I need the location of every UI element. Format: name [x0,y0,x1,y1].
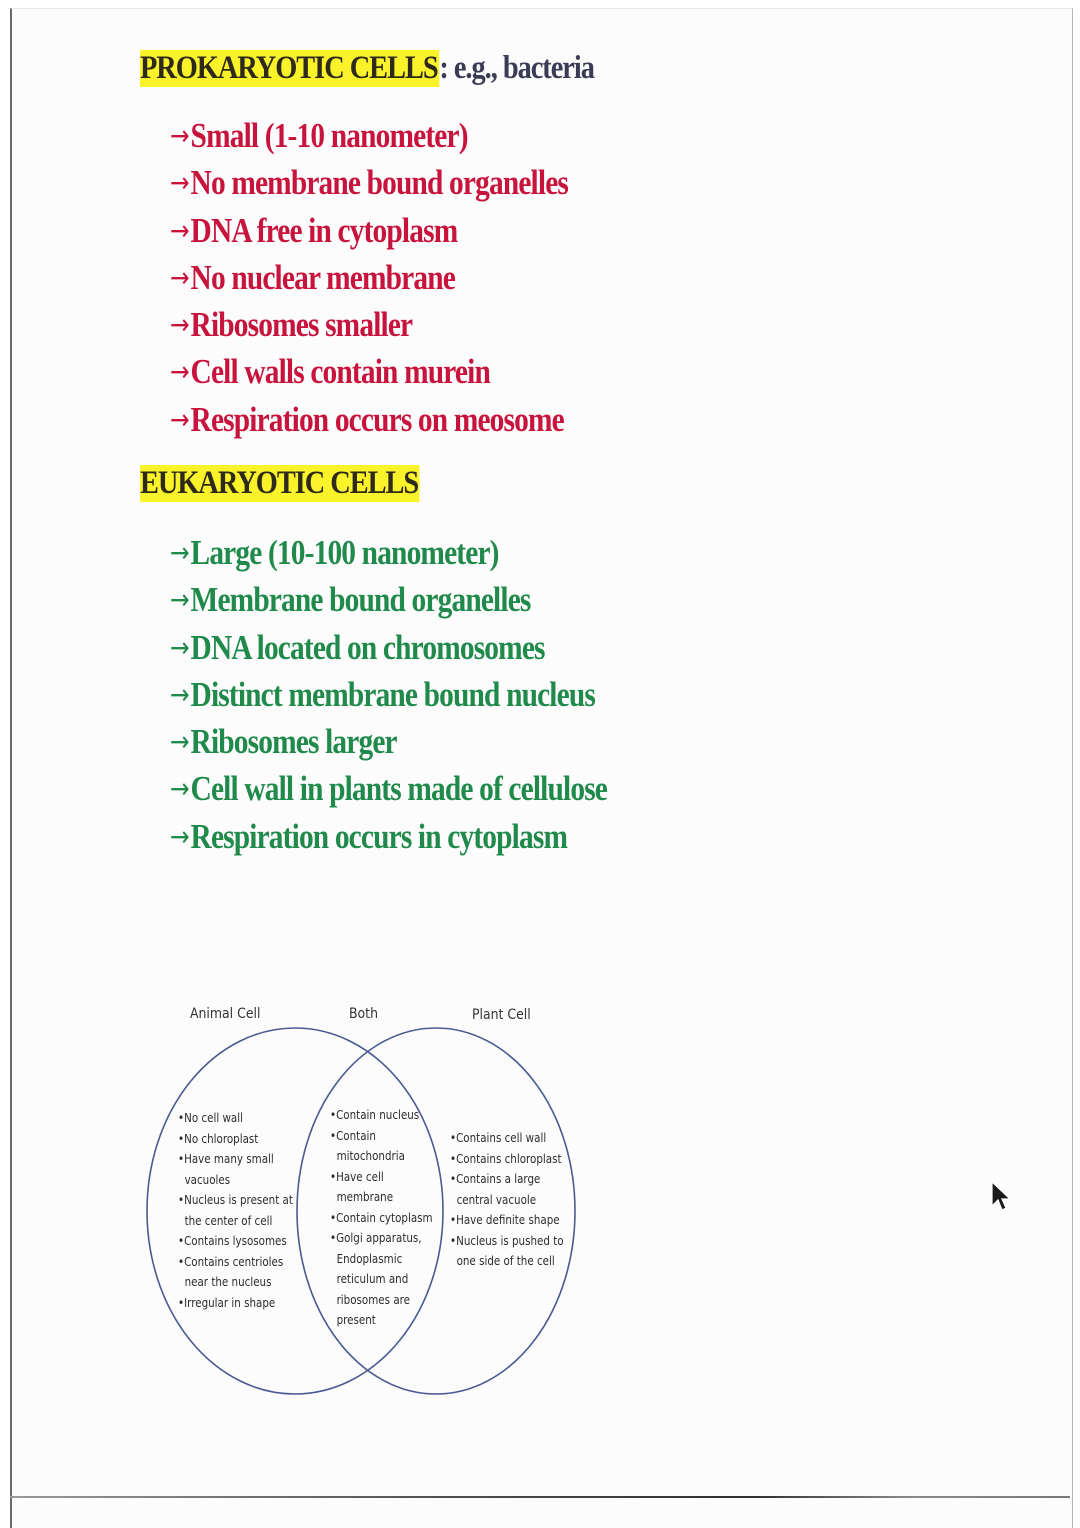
venn-line: •Contains chloroplast [450,1150,562,1166]
point-text: Ribosomes smaller [190,305,413,345]
eukaryotic-point [170,813,607,860]
prokaryotic-point [170,207,568,254]
venn-line: •Contains centrioles [178,1253,284,1269]
arrow-right-icon: → [170,308,189,342]
eukaryotic-heading [140,465,420,502]
point-text: Respiration occurs on meosome [190,399,564,439]
arrow-right-icon: → [170,772,189,806]
venn-line: near the nucleus [178,1274,272,1289]
eukaryotic-point [170,718,607,765]
venn-line: central vacuole [450,1191,537,1207]
venn-line: •Irregular in shape [178,1294,276,1310]
point-text: Cell walls contain murein [190,352,490,392]
venn-label-both: Both [349,1006,378,1022]
point-text: Ribosomes larger [190,722,397,762]
arrow-right-icon: → [170,260,189,294]
point-text: Distinct membrane bound nucleus [190,674,595,714]
prokaryotic-point [170,159,568,206]
venn-line: •Contain nucleus [330,1107,420,1122]
eukaryotic-point [170,576,607,623]
prokaryotic-heading-highlight: PROKARYOTIC CELLS [140,50,438,86]
point-text: Respiration occurs in cytoplasm [190,816,568,856]
point-text: Large (10-100 nanometer) [190,533,499,572]
venn-line: ribosomes are [330,1291,411,1307]
arrow-right-icon: → [170,630,189,664]
venn-line: present [330,1312,376,1327]
venn-line: •Contain [330,1127,376,1143]
arrow-right-icon: → [170,355,189,389]
venn-line: one side of the cell [450,1253,555,1268]
point-text: DNA free in cytoplasm [190,210,458,250]
venn-line: mitochondria [330,1148,405,1163]
arrow-right-icon: → [170,583,189,617]
venn-line: •No chloroplast [178,1130,259,1146]
venn-line: reticulum and [330,1271,409,1286]
point-text: No membrane bound organelles [190,163,569,203]
eukaryotic-point [170,765,607,812]
prokaryotic-heading [140,50,594,87]
venn-line: •Contain cytoplasm [330,1209,433,1225]
mouse-pointer-icon [990,1181,1012,1215]
venn-line: •Have definite shape [450,1212,560,1227]
venn-line: •Golgi apparatus, [330,1230,422,1245]
eukaryotic-point [170,671,607,718]
venn-line: membrane [330,1189,394,1204]
prokaryotic-point [170,254,568,301]
arrow-right-icon: → [170,677,189,711]
venn-line: •Contains lysosomes [178,1233,287,1248]
prokaryotic-point [170,301,568,348]
arrow-right-icon: → [170,819,189,853]
venn-line: •Have cell [330,1168,384,1184]
point-text: No nuclear membrane [190,257,455,297]
prokaryotic-points [170,112,644,443]
point-text: Membrane bound organelles [190,580,531,620]
prokaryotic-heading-example: : e.g., bacteria [439,50,594,86]
venn-line: •Nucleus is pushed to [450,1232,564,1248]
venn-line: •Have many small [178,1151,274,1166]
point-text: DNA located on chromosomes [190,627,545,667]
venn-line: •Contains a large [450,1171,541,1186]
point-text: Small (1-10 nanometer) [190,116,468,155]
venn-label-plant: Plant Cell [472,1007,531,1023]
eukaryotic-point [170,529,607,576]
venn-line: •Nucleus is present at [178,1192,293,1207]
arrow-right-icon: → [170,725,189,759]
prokaryotic-point [170,112,568,159]
page-bottom-rule [10,1496,1070,1498]
arrow-right-icon: → [170,536,189,569]
eukaryotic-heading-highlight: EUKARYOTIC CELLS [140,465,419,501]
point-text: Cell wall in plants made of cellulose [190,769,608,809]
arrow-right-icon: → [170,213,189,247]
eukaryotic-points [170,529,690,860]
venn-line: Endoplasmic [330,1250,403,1266]
eukaryotic-point [170,624,607,671]
prokaryotic-point [170,348,568,395]
venn-line: •Contains cell wall [450,1130,547,1145]
arrow-right-icon: → [170,119,189,152]
venn-line: vacuoles [178,1171,231,1187]
venn-label-animal: Animal Cell [190,1006,261,1022]
prokaryotic-point [170,396,568,443]
arrow-right-icon: → [170,402,189,436]
venn-line: the center of cell [178,1212,273,1228]
venn-line: •No cell wall [178,1110,243,1125]
arrow-right-icon: → [170,166,189,200]
